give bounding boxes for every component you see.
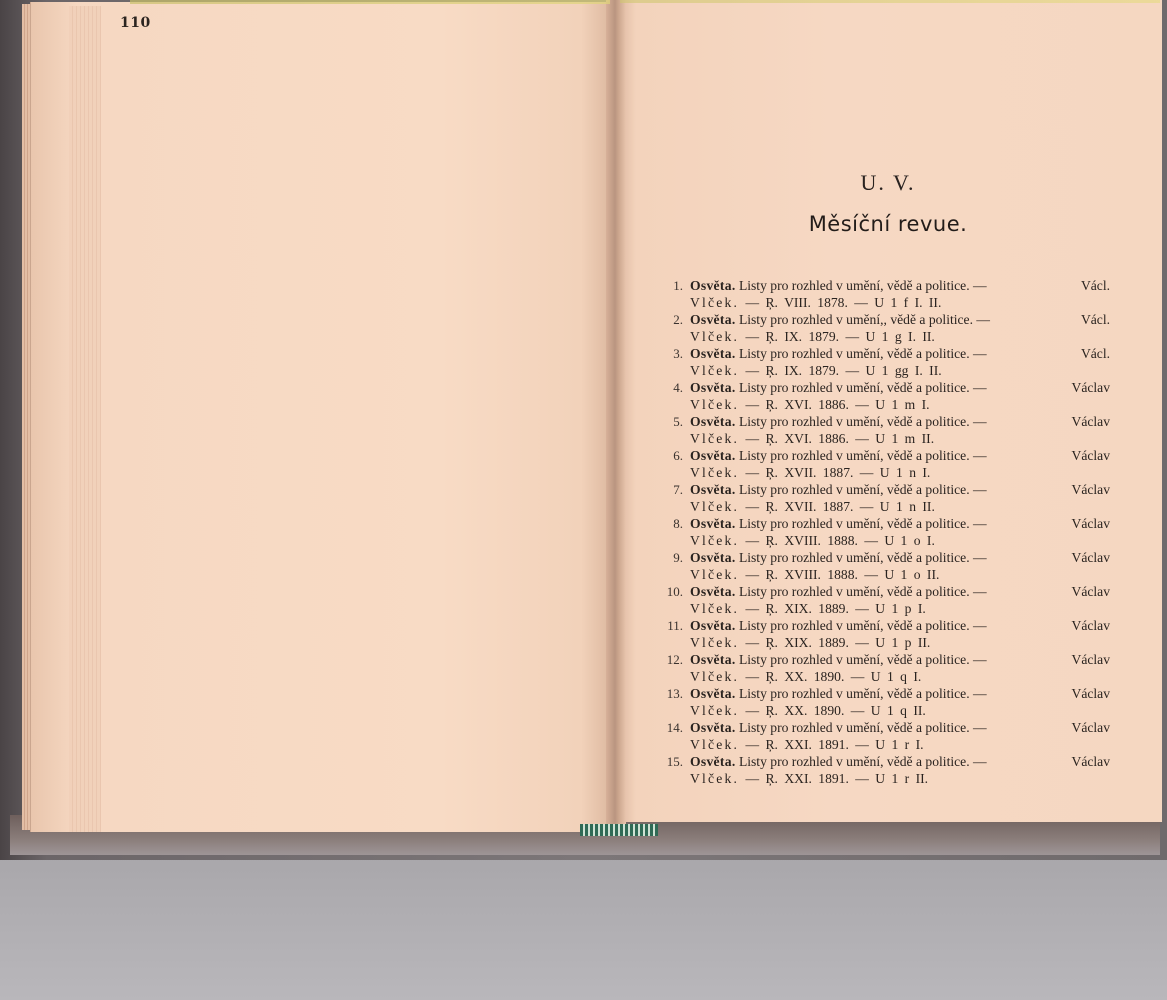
entry-description: Listy pro rozhled v umění, vědě a politice. — — [738, 550, 987, 565]
entry-number: 6. — [673, 448, 683, 463]
entry-details: — Ŗ. XVI. 1886. — U 1 m II. — [745, 431, 935, 446]
entry-number: 4. — [673, 380, 683, 395]
entry-editor-first: Václav — [1071, 652, 1110, 667]
list-item — [655, 617, 1110, 651]
list-item — [655, 685, 1110, 719]
entry-editor-first: Václav — [1071, 618, 1110, 633]
entry-editor-first: Václav — [1071, 448, 1110, 463]
entry-title: Osvěta. — [690, 482, 736, 497]
list-item — [655, 719, 1110, 753]
entry-editor-last: Vlček. — [690, 465, 740, 480]
left-page — [30, 2, 616, 832]
entry-editor-first: Václav — [1071, 550, 1110, 565]
entry-details: — Ŗ. XVII. 1887. — U 1 n I. — [745, 465, 931, 480]
entry-editor-last: Vlček. — [690, 431, 740, 446]
entry-title: Osvěta. — [690, 312, 736, 327]
entry-title: Osvěta. — [690, 550, 736, 565]
entry-number: 8. — [673, 516, 683, 531]
section-code: U. V. — [860, 170, 916, 195]
entry-number: 12. — [666, 652, 683, 667]
entry-description: Listy pro rozhled v umění, vědě a politice. — — [738, 516, 987, 531]
entry-editor-first: Václav — [1071, 380, 1110, 395]
entry-description: Listy pro rozhled v umění, vědě a politice. — — [738, 720, 987, 735]
list-item — [655, 277, 1110, 311]
entry-editor-last: Vlček. — [690, 737, 740, 752]
entry-details: — Ŗ. XXI. 1891. — U 1 r I. — [745, 737, 924, 752]
entry-editor-last: Vlček. — [690, 499, 740, 514]
entry-title: Osvěta. — [690, 652, 736, 667]
entry-editor-first: Václ. — [1080, 346, 1110, 361]
entry-title: Osvěta. — [690, 584, 736, 599]
entry-editor-last: Vlček. — [690, 363, 740, 378]
entry-editor-last: Vlček. — [690, 567, 740, 582]
entry-details: — Ŗ. XVIII. 1888. — U 1 o I. — [745, 533, 935, 548]
entry-editor-last: Vlček. — [690, 771, 740, 786]
list-item — [655, 753, 1110, 787]
entry-description: Listy pro rozhled v umění, vědě a politice. — — [738, 380, 987, 395]
entry-description: Listy pro rozhled v umění, vědě a politice. — — [738, 448, 987, 463]
entry-editor-last: Vlček. — [690, 669, 740, 684]
entry-number: 1. — [673, 278, 683, 293]
entry-details: — Ŗ. XIX. 1889. — U 1 p I. — [745, 601, 926, 616]
entry-title: Osvěta. — [690, 516, 736, 531]
list-item — [655, 447, 1110, 481]
entry-title: Osvěta. — [690, 686, 736, 701]
entry-number: 13. — [666, 686, 683, 701]
entry-details: — Ŗ. XVII. 1887. — U 1 n II. — [745, 499, 935, 514]
list-item — [655, 583, 1110, 617]
entry-description: Listy pro rozhled v umění, vědě a politice. — — [738, 346, 987, 361]
page-top-edge-right — [620, 0, 1160, 3]
page-number: 110 — [120, 15, 151, 31]
entry-number: 10. — [666, 584, 683, 599]
entry-details: — Ŗ. IX. 1879. — U 1 gg I. II. — [745, 363, 942, 378]
entry-number: 7. — [673, 482, 683, 497]
entry-editor-last: Vlček. — [690, 703, 740, 718]
entry-editor-last: Vlček. — [690, 635, 740, 650]
entry-editor-last: Vlček. — [690, 601, 740, 616]
entry-description: Listy pro rozhled v umění, vědě a politice. — — [738, 686, 987, 701]
entry-title: Osvěta. — [690, 380, 736, 395]
entry-title: Osvěta. — [690, 414, 736, 429]
entry-title: Osvěta. — [690, 448, 736, 463]
entry-number: 9. — [673, 550, 683, 565]
list-item — [655, 651, 1110, 685]
entry-number: 14. — [666, 720, 683, 735]
entry-number: 11. — [667, 618, 683, 633]
entry-description: Listy pro rozhled v umění, vědě a politice. — — [738, 278, 987, 293]
entry-description: Listy pro rozhled v umění,, vědě a politice. — — [738, 312, 990, 327]
entry-editor-last: Vlček. — [690, 397, 740, 412]
entry-editor-last: Vlček. — [690, 533, 740, 548]
entry-title: Osvěta. — [690, 346, 736, 361]
list-item — [655, 549, 1110, 583]
entry-number: 2. — [673, 312, 683, 327]
entry-title: Osvěta. — [690, 278, 736, 293]
list-item — [655, 515, 1110, 549]
entry-details: — Ŗ. XX. 1890. — U 1 q II. — [745, 703, 926, 718]
entry-list — [655, 277, 1110, 787]
entry-editor-first: Václav — [1071, 686, 1110, 701]
entry-details: — Ŗ. XX. 1890. — U 1 q I. — [745, 669, 922, 684]
entry-description: Listy pro rozhled v umění, vědě a politice. — — [738, 584, 987, 599]
list-item — [655, 311, 1110, 345]
entry-editor-last: Vlček. — [690, 329, 740, 344]
entry-description: Listy pro rozhled v umění, vědě a politice. — — [738, 618, 987, 633]
entry-editor-first: Václav — [1071, 754, 1110, 769]
spine-binding — [580, 824, 658, 836]
entry-number: 15. — [666, 754, 683, 769]
entry-editor-first: Václav — [1071, 720, 1110, 735]
page-stack-edge-inner — [69, 6, 101, 832]
entry-description: Listy pro rozhled v umění, vědě a politice. — — [738, 414, 987, 429]
list-item — [655, 413, 1110, 447]
entry-editor-first: Václav — [1071, 414, 1110, 429]
entry-number: 3. — [673, 346, 683, 361]
entry-description: Listy pro rozhled v umění, vědě a politice. — — [738, 652, 987, 667]
entry-editor-first: Václ. — [1080, 278, 1110, 293]
entry-title: Osvěta. — [690, 754, 736, 769]
entry-details: — Ŗ. VIII. 1878. — U 1 f I. II. — [745, 295, 942, 310]
entry-details: — Ŗ. IX. 1879. — U 1 g I. II. — [745, 329, 935, 344]
entry-editor-first: Václav — [1071, 584, 1110, 599]
entry-description: Listy pro rozhled v umění, vědě a politice. — — [738, 754, 987, 769]
entry-number: 5. — [673, 414, 683, 429]
entry-details: — Ŗ. XVIII. 1888. — U 1 o II. — [745, 567, 940, 582]
entry-editor-first: Václav — [1071, 516, 1110, 531]
entry-title: Osvěta. — [690, 720, 736, 735]
section-title: Měsíční revue. — [808, 212, 968, 236]
book-gutter — [606, 0, 626, 830]
page-top-edge — [130, 0, 610, 4]
entry-title: Osvěta. — [690, 618, 736, 633]
list-item — [655, 379, 1110, 413]
list-item — [655, 345, 1110, 379]
list-item — [655, 481, 1110, 515]
entry-details: — Ŗ. XIX. 1889. — U 1 p II. — [745, 635, 931, 650]
entry-details: — Ŗ. XXI. 1891. — U 1 r II. — [745, 771, 929, 786]
entry-editor-first: Václ. — [1080, 312, 1110, 327]
entry-editor-last: Vlček. — [690, 295, 740, 310]
entry-description: Listy pro rozhled v umění, vědě a politice. — — [738, 482, 987, 497]
entry-editor-first: Václav — [1071, 482, 1110, 497]
entry-details: — Ŗ. XVI. 1886. — U 1 m I. — [745, 397, 930, 412]
